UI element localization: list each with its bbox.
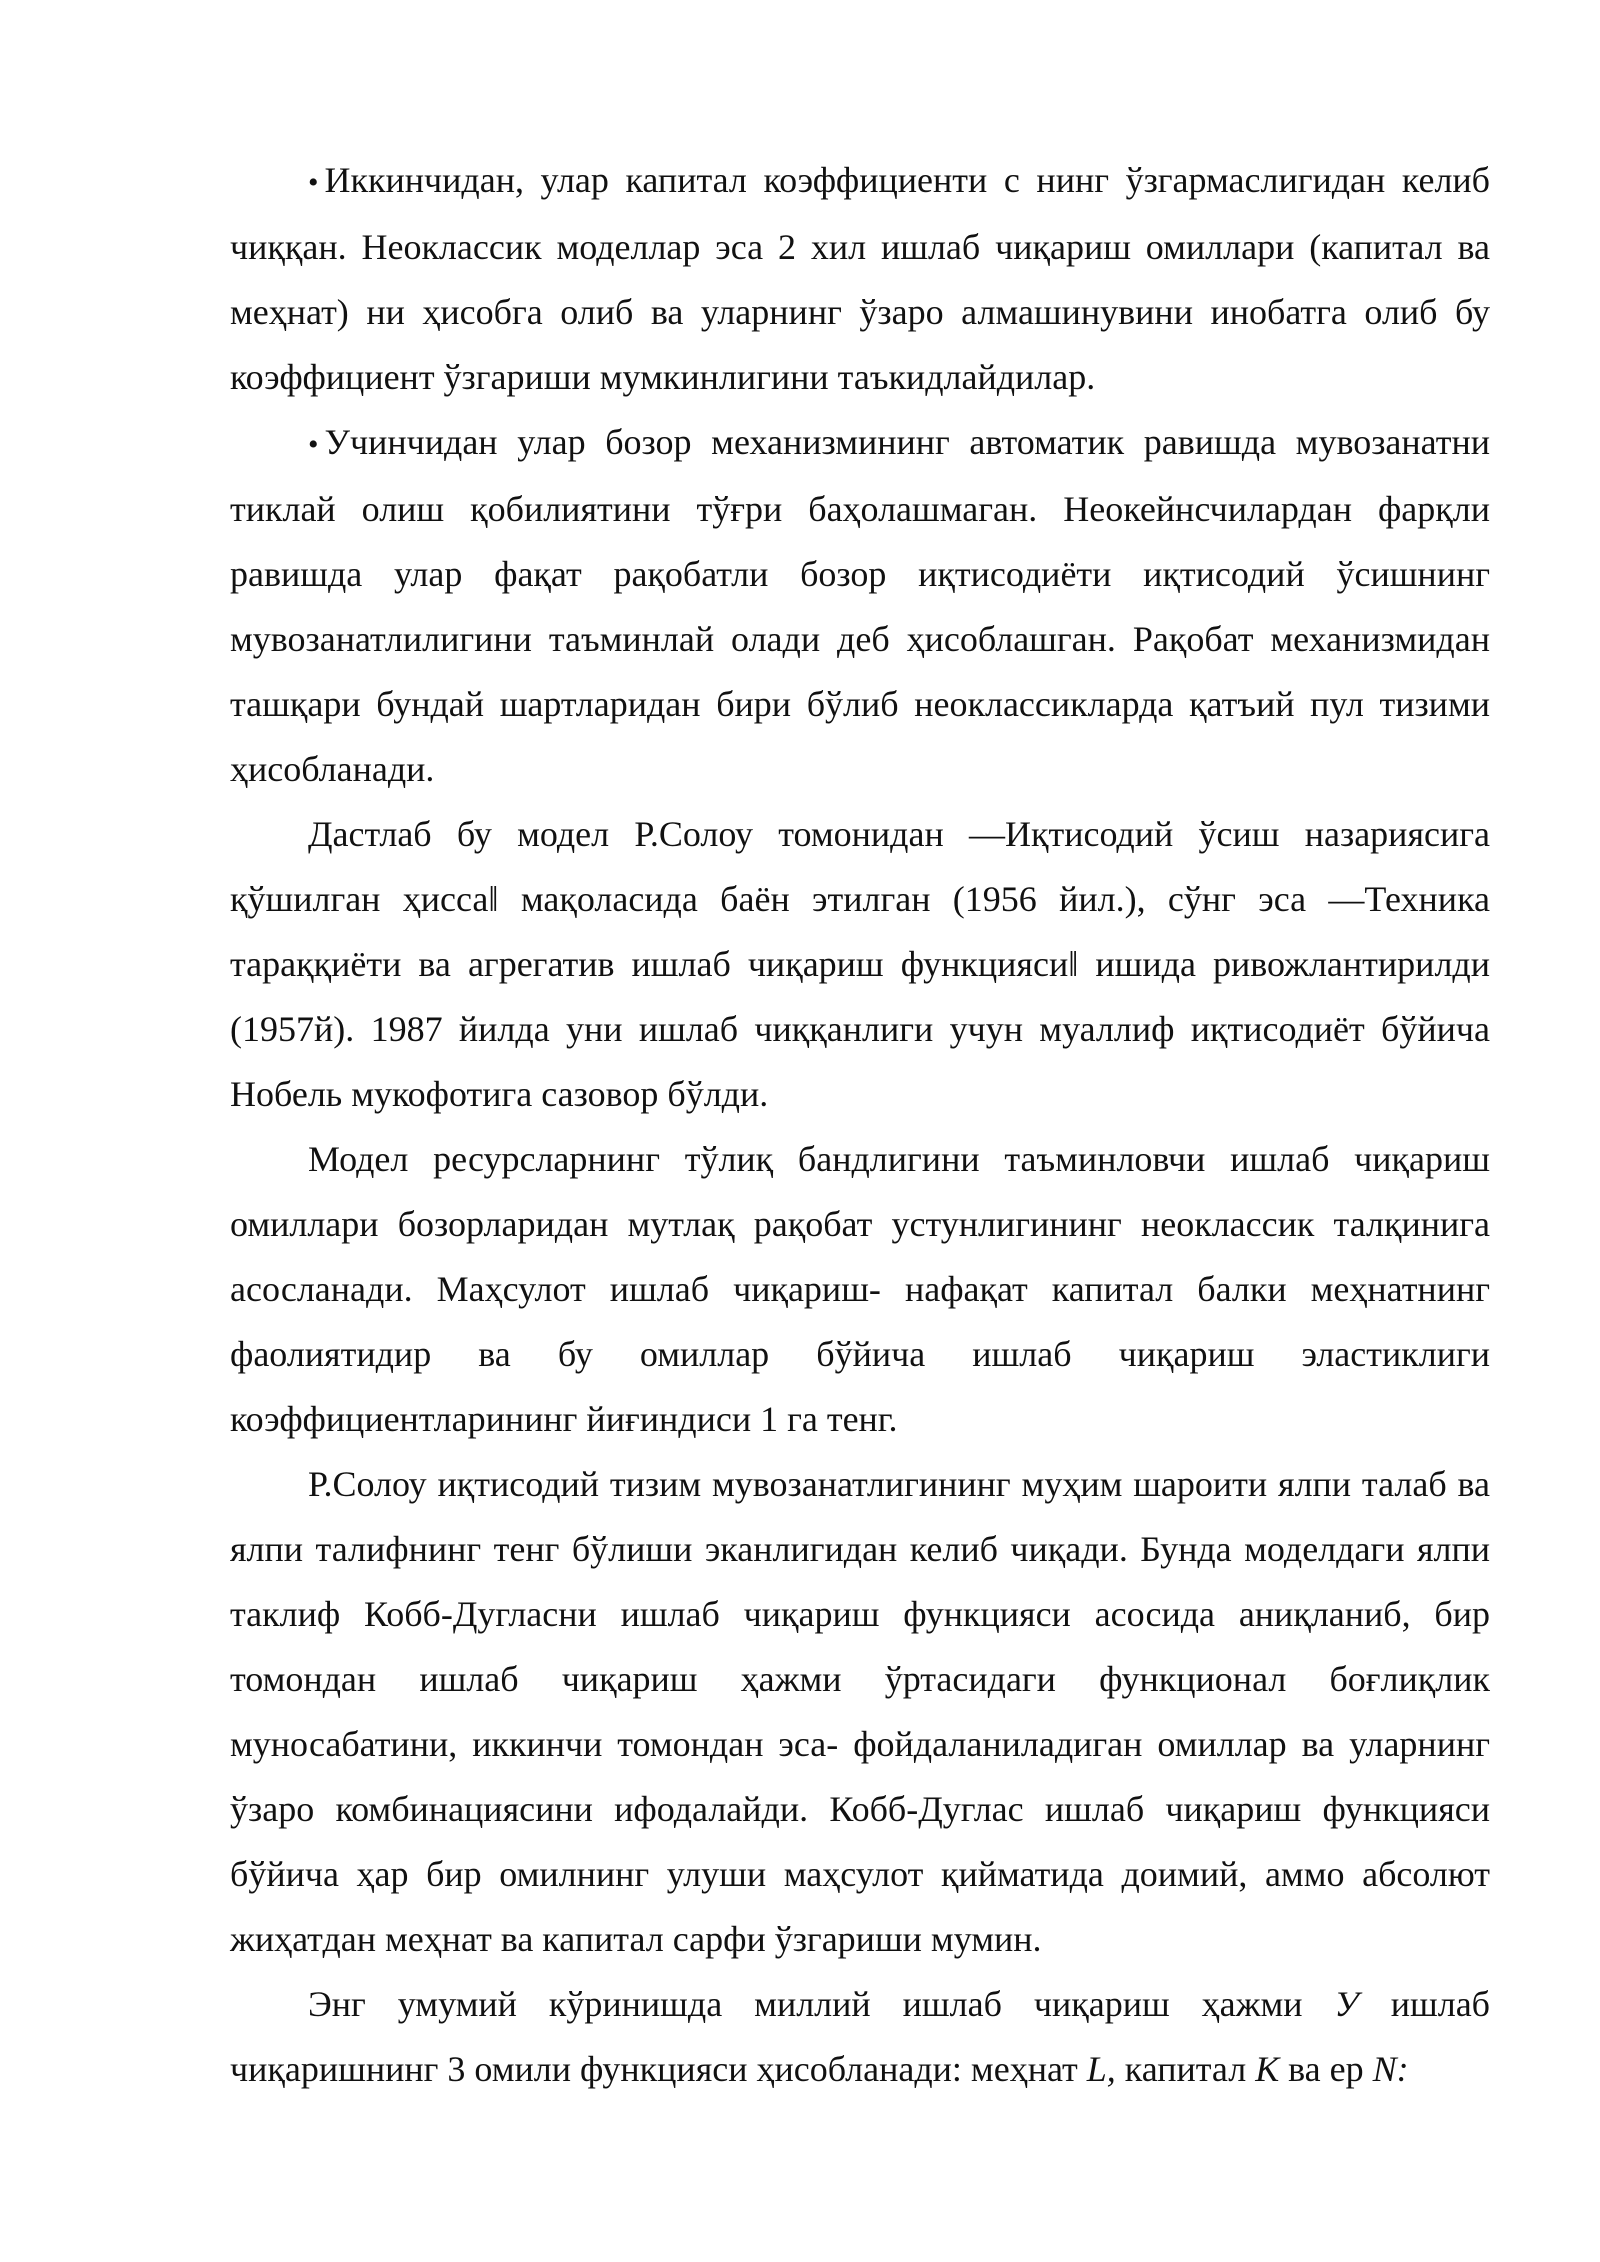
text-segment: Энг умумий кўринишда миллий ишлаб чиқариш ҳажми [308, 1984, 1335, 2024]
bullet-icon: • [308, 166, 319, 199]
paragraph-text: Учинчидан улар бозор механизмининг автоматик равишда мувозанатни тиклай олиш қобилиятини тўғри баҳолашмаган. Неокейнсчилардан фарқли равишда улар фақат рақобатли бозор иқтисодиёти иқтисодий ўсишнинг мувозанатлилигини таъминлай олади деб ҳисоблашган. Рақобат механизмидан ташқари бундай шартларидан бири бўлиб неоклассикларда қатъий пул тизими ҳисобланади. [230, 422, 1490, 789]
paragraph-text: Иккинчидан, улар капитал коэффициенти с нинг ўзгармаслигидан келиб чиққан. Неоклассик моделлар эса 2 хил ишлаб чиқариш омиллари (капитал ва меҳнат) ни ҳисобга олиб ва уларнинг ўзаро алмашинувини инобатга олиб бу коэффициент ўзгариши мумкинлигини таъкидлайдилар. [230, 160, 1490, 397]
bullet-icon: • [308, 428, 319, 461]
paragraph-bullet-second [230, 148, 1490, 410]
text-segment: капитал [1115, 2049, 1256, 2089]
paragraph-model-basis: Модел ресурсларнинг тўлиқ бандлигини таъминловчи ишлаб чиқариш омиллари бозорларидан мутлақ рақобат устунлигининг неоклассик талқинига асосланади. Маҳсулот ишлаб чиқариш- нафақат капитал балки меҳнатнинг фаолиятидир ва бу омиллар бўйича ишлаб чиқариш эластиклиги коэффициентларининг йиғиндиси 1 га тенг. [230, 1139, 1490, 1439]
paragraph-bullet-third [230, 410, 1490, 802]
paragraph-production-function [230, 1972, 1490, 2102]
variable-l: L, [1086, 2049, 1116, 2089]
paragraph-equilibrium: Р.Солоу иқтисодий тизим мувозанатлигининг муҳим шароити ялпи талаб ва ялпи талифнинг тенг бўлиши эканлигидан келиб чиқади. Бунда моделдаги ялпи таклиф Кобб-Дугласни ишлаб чиқариш функцияси асосида аниқланиб, бир томондан ишлаб чиқариш ҳажми ўртасидаги функционал боғлиқлик муносабатини, иккинчи томондан эса- фойдаланиладиган омиллар ва уларнинг ўзаро комбинациясини ифодалайди. Кобб-Дуглас ишлаб чиқариш функцияси бўйича ҳар бир омилнинг улуши маҳсулот қийматида доимий, аммо абсолют жиҳатдан меҳнат ва капитал сарфи ўзгариши мумин. [230, 1464, 1490, 1959]
paragraph-solow-history: Дастлаб бу модел Р.Солоу томонидан ―Иқтисодий ўсиш назариясига қўшилган ҳисса‖ мақоласида баён этилган (1956 йил.), сўнг эса ―Техника тараққиёти ва агрегатив ишлаб чиқариш функцияси‖ ишида ривожлантирилди (1957й). 1987 йилда уни ишлаб чиққанлиги учун муаллиф иқтисодиёт бўйича Нобель мукофотига сазовор бўлди. [230, 814, 1490, 1114]
variable-n: N: [1372, 2049, 1409, 2089]
variable-k: К [1255, 2049, 1280, 2089]
variable-y: У [1334, 1984, 1359, 2024]
document-page [230, 148, 1490, 2102]
text-segment: ва ер [1279, 2049, 1373, 2089]
text-segment: ишлаб чиқаришнинг 3 омили функцияси ҳисобланади: меҳнат [230, 1984, 1490, 2089]
